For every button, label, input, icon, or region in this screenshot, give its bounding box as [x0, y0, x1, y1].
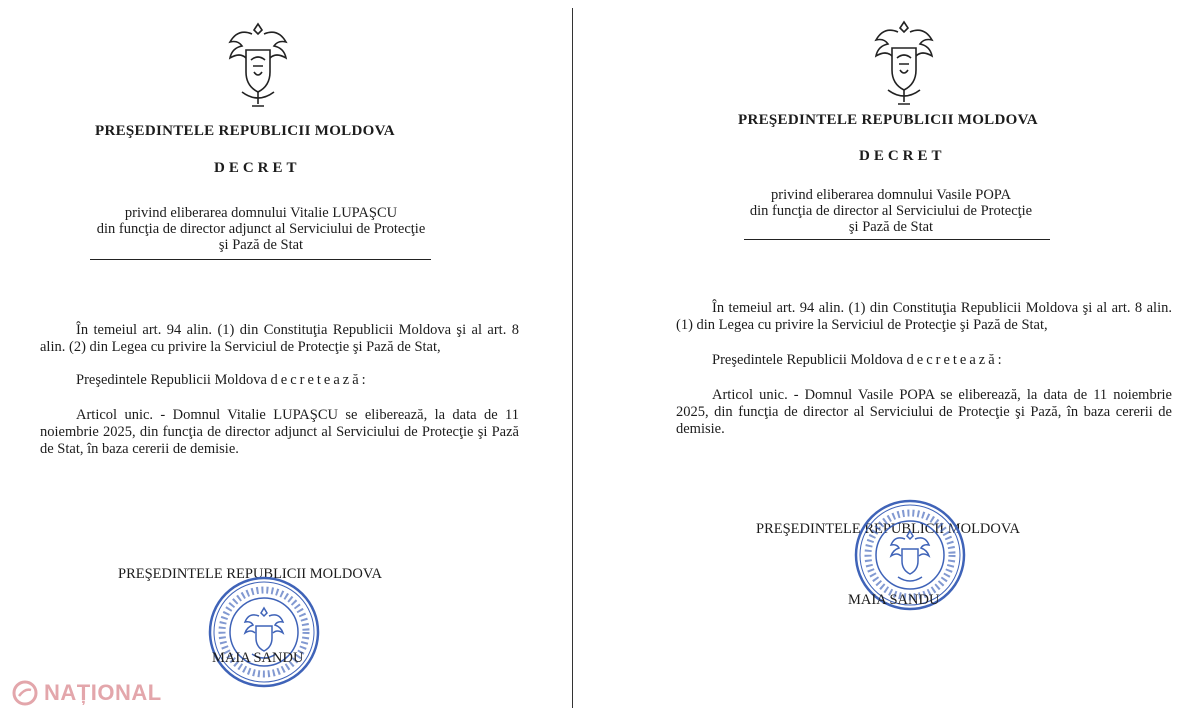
signature-title: PREŞEDINTELE REPUBLICII MOLDOVA	[118, 566, 382, 582]
coat-of-arms-icon	[222, 16, 294, 112]
decrees-verb: decretează:	[270, 372, 369, 388]
page-divider	[572, 8, 573, 708]
coat-of-arms-icon	[868, 14, 940, 110]
decree-document-left	[0, 0, 570, 717]
decrees-prefix: Preşedintele Republicii Moldova	[712, 352, 903, 368]
signature-name: MAIA SANDU	[212, 650, 304, 666]
decrees-paragraph	[40, 372, 519, 389]
article-paragraph: Articol unic. - Domnul Vasile POPA se eliberează, la data de 11 noiembrie 2025, din funcţia de director al Serviciului de Protecţie şi Pază, în baza cererii de demisie.	[676, 387, 1172, 437]
decree-heading: DECRET	[859, 148, 946, 164]
national-logo-icon	[12, 680, 38, 706]
decree-heading: DECRET	[214, 160, 301, 176]
signature-name: MAIA SANDU	[848, 592, 940, 608]
subject-line: privind eliberarea domnului Vasile POPA	[770, 187, 1012, 203]
decrees-verb: decretează:	[906, 352, 1005, 368]
legal-basis-paragraph: În temeiul art. 94 alin. (1) din Constituţia Republicii Moldova şi al art. 8 alin. (2) din Legea cu privire la Serviciul de Protecţie şi Pază de Stat,	[40, 322, 519, 355]
article-paragraph: Articol unic. - Domnul Vitalie LUPAŞCU se eliberează, la data de 11 noiembrie 2025, din funcţia de director adjunct al Serviciului de Protecţie şi Pază de Stat, în baza cererii de demisie.	[40, 407, 519, 457]
document-title: PREŞEDINTELE REPUBLICII MOLDOVA	[738, 112, 1038, 128]
watermark	[12, 680, 162, 706]
subject-line: şi Pază de Stat	[848, 219, 934, 235]
watermark-text: NAȚIONAL	[44, 680, 162, 705]
official-seal-icon	[206, 574, 322, 690]
subject-line: şi Pază de Stat	[218, 237, 304, 253]
decree-subject	[736, 187, 1046, 235]
subject-underline	[90, 259, 431, 260]
decree-document-right	[576, 0, 1200, 717]
decrees-prefix: Preşedintele Republicii Moldova	[76, 372, 267, 388]
document-title: PREŞEDINTELE REPUBLICII MOLDOVA	[95, 123, 395, 139]
signature-title: PREŞEDINTELE REPUBLICII MOLDOVA	[756, 521, 1020, 537]
decrees-paragraph	[676, 352, 1172, 369]
subject-line: privind eliberarea domnului Vitalie LUPAŞCU	[124, 205, 398, 221]
legal-basis-paragraph: În temeiul art. 94 alin. (1) din Constituţia Republicii Moldova şi al art. 8 alin. (1) din Legea cu privire la Serviciul de Protecţie şi Pază de Stat,	[676, 300, 1172, 333]
subject-line: din funcţia de director adjunct al Serviciului de Protecţie	[96, 221, 426, 237]
decree-subject	[80, 205, 442, 253]
subject-line: din funcţia de director al Serviciului de Protecţie	[749, 203, 1033, 219]
subject-underline	[744, 239, 1050, 240]
